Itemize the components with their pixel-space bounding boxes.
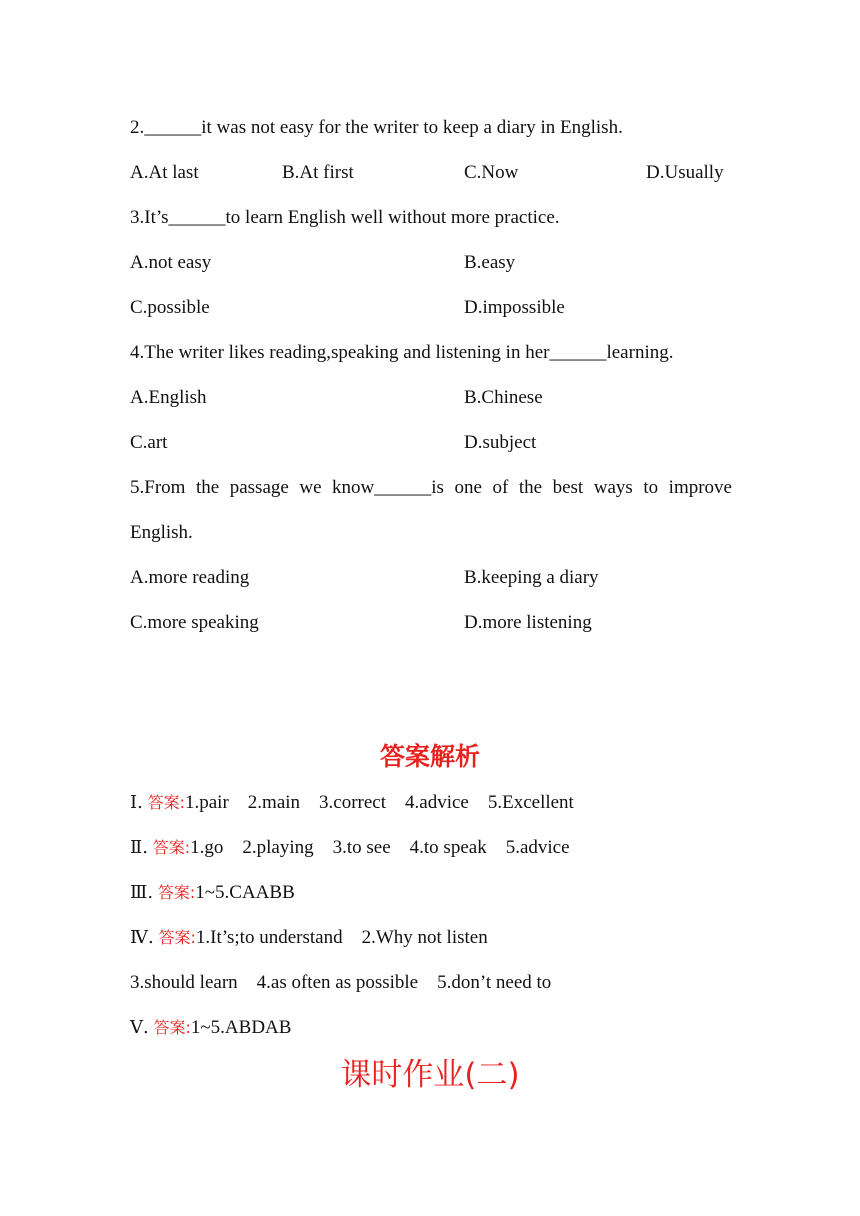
question-3-option-b: B.easy (464, 252, 516, 273)
question-4-stem: 4.The writer likes reading,speaking and listening in her______learning. (130, 342, 674, 363)
question-2-option-d: D.Usually (646, 162, 724, 183)
answer-line-5 (130, 1016, 291, 1040)
answer-line-4 (130, 926, 488, 950)
answer-label: 答案: (158, 928, 196, 947)
answer-label: 答案: (153, 1018, 191, 1037)
question-5-stem-line-2: English. (130, 522, 193, 543)
question-4-option-a: A.English (130, 387, 207, 408)
answer-text: 1.pair 2.main 3.correct 4.advice 5.Excellent (185, 792, 574, 813)
next-section-title: 课时作业(二) (340, 1057, 520, 1093)
answer-numeral: Ⅳ. (130, 927, 154, 948)
answer-text: 1~5.CAABB (195, 882, 295, 903)
answer-label: 答案: (147, 793, 185, 812)
answer-line-4-continued (130, 971, 551, 995)
question-5-stem-line-1: 5.From the passage we know______is one of the best ways to improve (130, 477, 732, 498)
question-5-option-a: A.more reading (130, 567, 250, 588)
answer-label: 答案: (152, 838, 191, 857)
answer-numeral: Ⅰ. (130, 792, 143, 813)
question-3-option-a: A.not easy (130, 252, 212, 273)
answer-label: 答案: (157, 883, 196, 902)
question-5-option-d: D.more listening (464, 612, 592, 633)
answer-line-3 (130, 881, 295, 905)
question-4-option-b: B.Chinese (464, 387, 543, 408)
answer-text: 3.should learn 4.as often as possible 5.don’t need to (130, 972, 552, 993)
question-2-option-a: A.At last (130, 162, 199, 183)
answer-text: 1~5.ABDAB (190, 1017, 292, 1038)
question-4-option-d: D.subject (464, 432, 537, 453)
answer-key-heading: 答案解析 (379, 742, 480, 771)
answer-numeral: Ⅱ. (130, 837, 148, 858)
question-2-stem: 2.______it was not easy for the writer to keep a diary in English. (130, 117, 623, 138)
question-3-option-c: C.possible (130, 297, 210, 318)
answer-text: 1.go 2.playing 3.to see 4.to speak 5.advice (190, 837, 570, 858)
question-2-option-b: B.At first (282, 162, 354, 183)
question-3-option-d: D.impossible (464, 297, 565, 318)
answer-line-2 (130, 836, 570, 860)
answer-line-1 (130, 791, 574, 815)
question-4-option-c: C.art (130, 432, 168, 453)
question-3-stem: 3.It’s______to learn English well without more practice. (130, 207, 560, 228)
question-5-option-c: C.more speaking (130, 612, 259, 633)
question-5-option-b: B.keeping a diary (464, 567, 599, 588)
answer-numeral: Ⅲ. (130, 882, 154, 903)
answer-numeral: Ⅴ. (130, 1017, 149, 1038)
answer-text: 1.It’s;to understand 2.Why not listen (195, 927, 488, 948)
question-2-option-c: C.Now (464, 162, 519, 183)
